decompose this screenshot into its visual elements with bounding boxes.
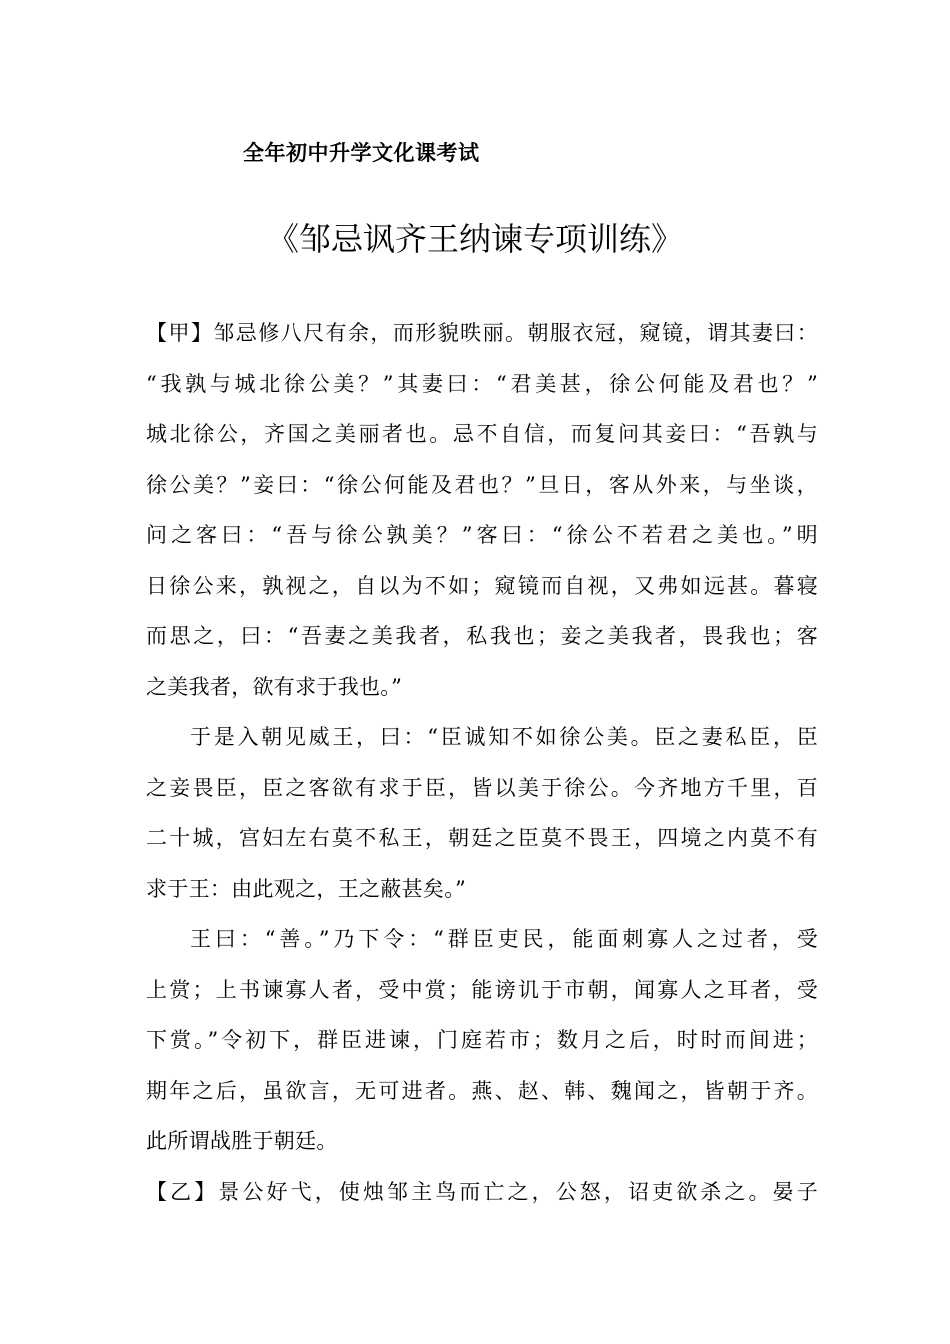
page-title: 《邹忌讽齐王纳谏专项训练》 bbox=[266, 220, 683, 258]
text-line: 之妾畏臣，臣之客欲有求于臣，皆以美于徐公。今齐地方千里，百 bbox=[146, 775, 818, 800]
text-line: 上赏；上书谏寡人者，受中赏；能谤讥于市朝，闻寡人之耳者，受 bbox=[146, 977, 818, 1002]
text-line: 王曰：“善。”乃下令：“群臣吏民，能面刺寡人之过者，受 bbox=[190, 927, 818, 951]
exam-header-title: 全年初中升学文化课考试 bbox=[243, 141, 480, 165]
text-line: 城北徐公，齐国之美丽者也。忌不自信，而复问其妾曰：“吾孰与 bbox=[146, 422, 818, 446]
text-line: 期年之后，虽欲言，无可进者。燕、赵、韩、魏闻之，皆朝于齐。 bbox=[146, 1078, 818, 1103]
text-line: 【甲】邹忌修八尺有余，而形貌昳丽。朝服衣冠，窥镜，谓其妻曰： bbox=[146, 321, 818, 345]
passage-text bbox=[146, 308, 818, 1217]
text-line: 于是入朝见威王，曰：“臣诚知不如徐公美。臣之妻私臣，臣 bbox=[190, 725, 818, 749]
text-line: 求于王：由此观之，王之蔽甚矣。” bbox=[146, 876, 467, 901]
text-line: 徐公美？”妾曰：“徐公何能及君也？”旦日，客从外来，与坐谈， bbox=[146, 472, 818, 497]
text-line: 二十城，宫妇左右莫不私王，朝廷之臣莫不畏王，四境之内莫不有 bbox=[146, 826, 818, 850]
text-line: 此所谓战胜于朝廷。 bbox=[146, 1129, 338, 1153]
text-line: 之美我者，欲有求于我也。” bbox=[146, 674, 403, 699]
text-line: 【乙】景公好弋，使烛邹主鸟而亡之，公怒，诏吏欲杀之。晏子 bbox=[146, 1179, 818, 1204]
text-line: 而思之，曰：“吾妻之美我者，私我也；妾之美我者，畏我也；客 bbox=[146, 624, 818, 648]
text-line: 日徐公来，孰视之，自以为不如；窥镜而自视，又弗如远甚。暮寝 bbox=[146, 573, 818, 598]
text-line: 问之客曰：“吾与徐公孰美？”客曰：“徐公不若君之美也。”明 bbox=[146, 523, 818, 547]
text-line: 下赏。”令初下，群臣进谏，门庭若市；数月之后，时时而间进； bbox=[146, 1028, 818, 1052]
text-line: “我孰与城北徐公美？”其妻曰：“君美甚，徐公何能及君也？” bbox=[146, 371, 818, 396]
